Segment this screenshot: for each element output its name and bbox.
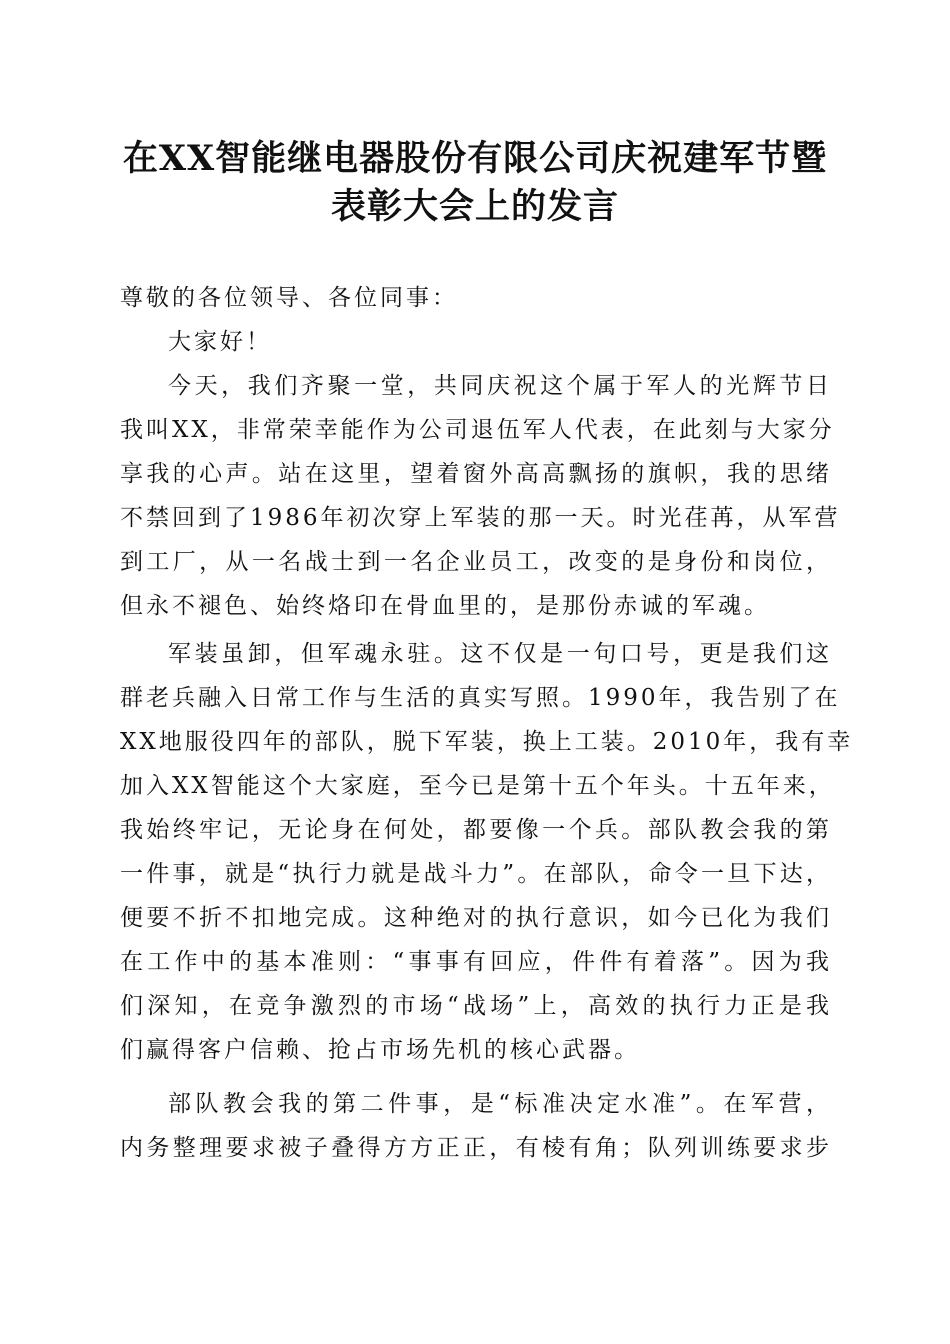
paragraph-3 — [120, 1082, 832, 1170]
paragraph-1 — [120, 364, 841, 628]
text-line: 部队教会我的第二件事，是“标准决定水准”。在军营， — [168, 1091, 832, 1117]
text-line: 不禁回到了1986年初次穿上军装的那一天。时光荏苒，从军营 — [120, 505, 841, 531]
text-line: 在工作中的基本准则：“事事有回应，件件有着落”。因为我 — [120, 949, 832, 975]
greeting — [120, 320, 832, 364]
text-line: 便要不折不扣地完成。这种绝对的执行意识，如今已化为我们 — [120, 905, 832, 931]
text-line: 今天，我们齐聚一堂，共同庆祝这个属于军人的光辉节日 — [168, 373, 832, 399]
text-line: 们赢得客户信赖、抢占市场先机的核心武器。 — [120, 1037, 640, 1063]
text-line: 们深知，在竞争激烈的市场“战场”上，高效的执行力正是我 — [120, 993, 832, 1019]
document-title-line-1: 在XX智能继电器股份有限公司庆祝建军节暨 — [122, 138, 828, 179]
text-line: 但永不褪色、始终烙印在骨血里的，是那份赤诚的军魂。 — [120, 593, 770, 619]
text-line: 到工厂，从一名战士到一名企业员工，改变的是身份和岗位， — [120, 549, 832, 575]
text-line: XX地服役四年的部队，脱下军装，换上工装。2010年，我有幸 — [120, 729, 854, 755]
text-line: 享我的心声。站在这里，望着窗外高高飘扬的旗帜，我的思绪 — [120, 461, 832, 487]
text-line: 军装虽卸，但军魂永驻。这不仅是一句口号，更是我们这 — [168, 641, 832, 667]
text-line: 大家好！ — [168, 329, 272, 355]
text-line: 尊敬的各位领导、各位同事： — [120, 285, 458, 311]
text-line: 内务整理要求被子叠得方方正正，有棱有角；队列训练要求步 — [120, 1135, 832, 1161]
text-line: 群老兵融入日常工作与生活的真实写照。1990年，我告别了在 — [120, 685, 841, 711]
text-line: 我始终牢记，无论身在何处，都要像一个兵。部队教会我的第 — [120, 817, 832, 843]
text-line: 一件事，就是“执行力就是战斗力”。在部队，命令一旦下达， — [120, 861, 832, 887]
paragraph-2 — [120, 632, 854, 1072]
text-line: 我叫XX，非常荣幸能作为公司退伍军人代表，在此刻与大家分 — [120, 417, 835, 443]
text-line: 加入XX智能这个大家庭，至今已是第十五个年头。十五年来， — [120, 773, 835, 799]
salutation — [120, 276, 832, 320]
document-title-line-2: 表彰大会上的发言 — [330, 186, 619, 227]
